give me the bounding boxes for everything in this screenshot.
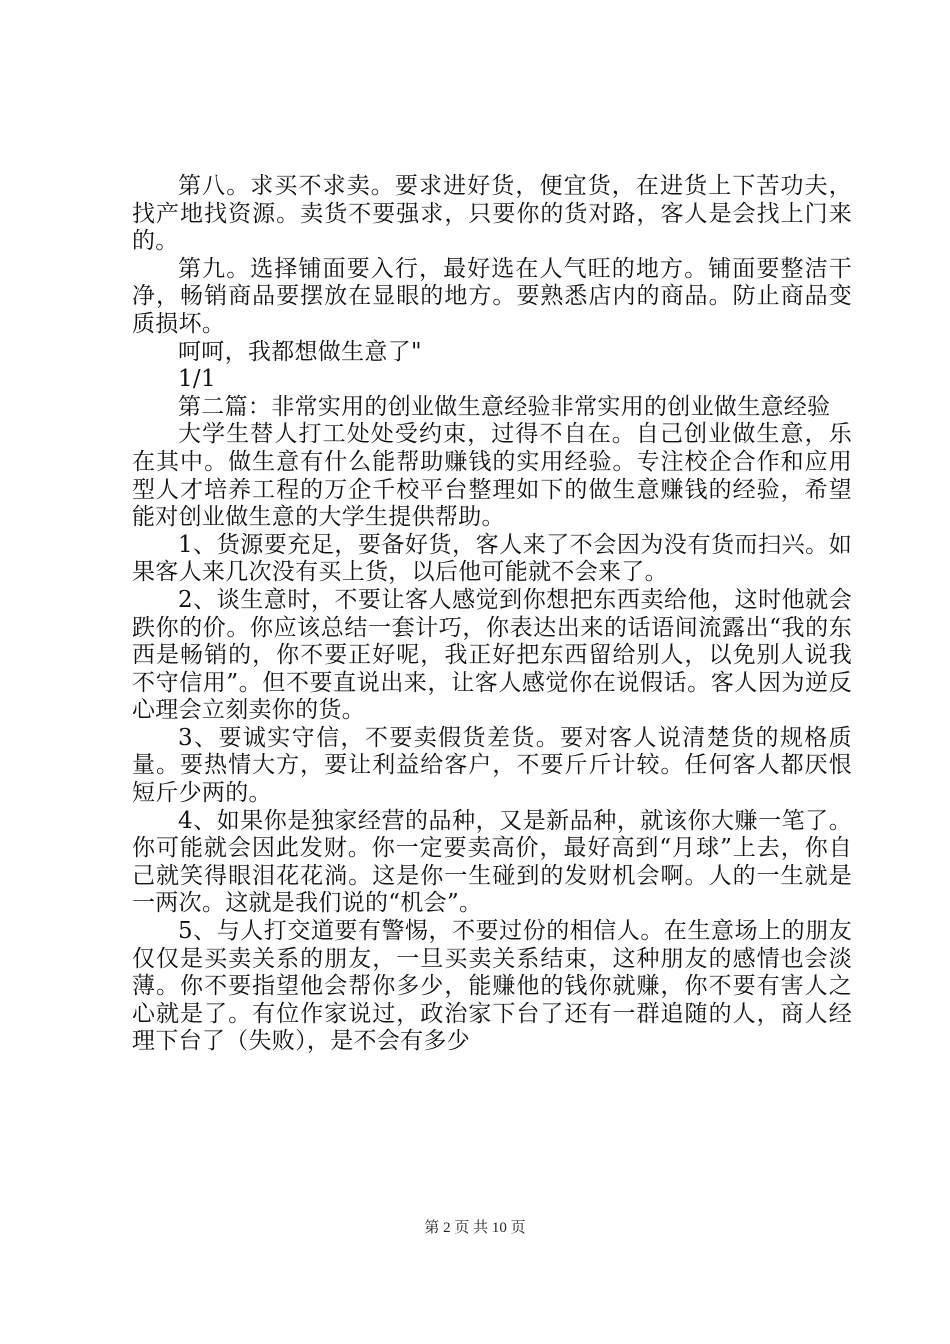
paragraph: 呵呵，我都想做生意了" (178, 338, 422, 365)
page-marker: 1/1 (178, 366, 216, 393)
paragraph: 大学生替人打工处处受约束，过得不自在。自己创业做生意，乐在其中。做生意有什么能帮助赚钱的实用经验。专注校企合作和应用型人才培养工程的万企千校平台整理如下的做生意赚钱的经验，希望能对创业做生意的大学生提供帮助。 (132, 421, 852, 531)
paragraph: 第八。求买不求卖。要求进好货，便宜货，在进货上下苦功夫，找产地找资源。卖货不要强求，只要你的货对路，客人是会找上门来的。 (132, 173, 852, 255)
section-heading: 第二篇：非常实用的创业做生意经验非常实用的创业做生意经验 (178, 393, 831, 420)
paragraph: 2、谈生意时，不要让客人感觉到你想把东西卖给他，这时他就会跌你的价。你应该总结一套计巧，你表达出来的话语间流露出“我的东西是畅销的，你不要正好呢，我正好把东西留给别人，以免别人说我不守信用”。但不要直说出来，让客人感觉你在说假话。客人因为逆反心理会立刻卖你的货。 (132, 586, 852, 724)
paragraph: 第九。选择铺面要入行，最好选在人气旺的地方。铺面要整洁干净，畅销商品要摆放在显眼的地方。要熟悉店内的商品。防止商品变质损坏。 (132, 255, 852, 337)
paragraph: 5、与人打交道要有警惕，不要过份的相信人。在生意场上的朋友仅仅是买卖关系的朋友，一旦买卖关系结束，这种朋友的感情也会淡薄。你不要指望他会帮你多少，能赚他的钱你就赚，你不要有害人之心就是了。有位作家说过，政治家下台了还有一群追随的人，商人经理下台了（失败），是不会有多少 (132, 918, 852, 1055)
paragraph: 3、要诚实守信，不要卖假货差货。要对客人说清楚货的规格质量。要热情大方，要让利益给客户，不要斤斤计较。任何客人都厌恨短斤少两的。 (132, 724, 852, 807)
document-body (132, 173, 852, 1056)
page-footer: 第 2 页 共 10 页 (424, 1220, 526, 1236)
paragraph: 1、货源要充足，要备好货，客人来了不会因为没有货而扫兴。如果客人来几次没有买上货，以后他可能就不会来了。 (132, 531, 852, 586)
paragraph: 4、如果你是独家经营的品种，又是新品种，就该你大赚一笔了。你可能就会因此发财。你一定要卖高价，最好高到“月球”上去，你自己就笑得眼泪花花淌。这是你一生碰到的发财机会啊。人的一生就是一两次。这就是我们说的“机会”。 (132, 807, 852, 917)
